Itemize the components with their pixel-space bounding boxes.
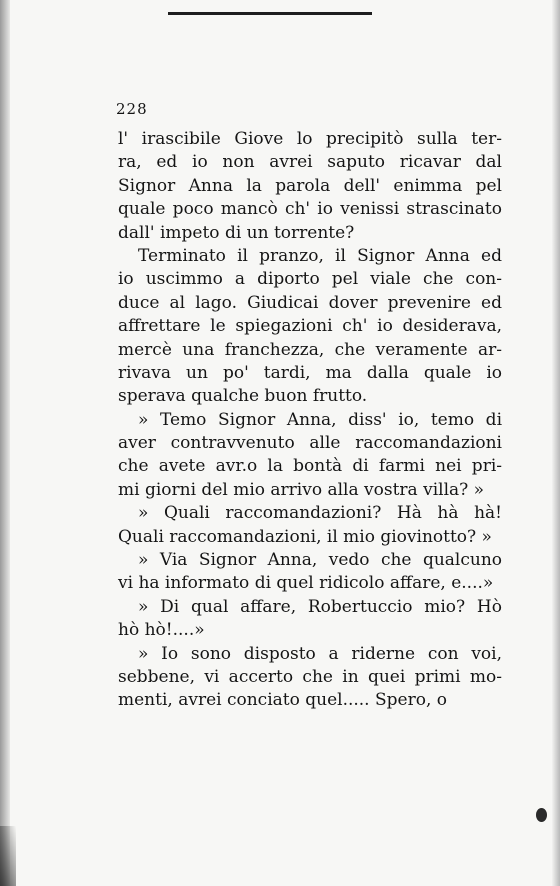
text-line: rivava un po' tardi, ma dalla quale io: [118, 362, 502, 383]
text-line: Signor Anna la parola dell' enimma pel: [118, 175, 502, 196]
text-line: ra, ed io non avrei saputo ricavar dal: [118, 152, 502, 173]
text-line: » Io sono disposto a riderne con voi,: [138, 643, 502, 664]
text-line: menti, avrei conciato quel..... Spero, o: [118, 690, 447, 711]
page-number: 228: [116, 100, 148, 118]
text-line: mi giorni del mio arrivo alla vostra villa? »: [118, 479, 485, 500]
header-rule: [168, 12, 372, 15]
text-line: mercè una franchezza, che veramente ar-: [118, 339, 502, 360]
paragraph: [118, 409, 502, 503]
text-line: » Di qual affare, Robertuccio mio? Hò: [138, 596, 502, 617]
text-line: vi ha informato di quel ridicolo affare, e....»: [118, 573, 494, 594]
text-line: » Temo Signor Anna, diss' io, temo di: [138, 409, 502, 430]
paragraph: [118, 502, 502, 549]
text-line: io uscimmo a diporto pel viale che con-: [118, 269, 502, 290]
paragraph: [118, 128, 502, 245]
text-line: hò hò!....»: [118, 620, 205, 641]
text-line: duce al lago. Giudicai dover prevenire ed: [118, 292, 502, 313]
text-line: » Quali raccomandazioni? Hà hà hà!: [138, 503, 502, 524]
paragraph: [118, 643, 502, 713]
text-line: » Via Signor Anna, vedo che qualcuno: [138, 550, 502, 571]
page-edge-shadow-right: [552, 0, 560, 886]
text-line: sperava qualche buon frutto.: [118, 386, 368, 407]
text-line: quale poco mancò ch' io venissi strascinato: [118, 199, 502, 220]
text-line: che avete avr.o la bontà di farmi nei pri-: [118, 456, 502, 477]
text-line: dall' impeto di un torrente?: [118, 222, 355, 243]
text-line: aver contravvenuto alle raccomandazioni: [118, 433, 502, 454]
body-text: [118, 128, 502, 713]
ink-blot: [536, 808, 547, 822]
page-edge-shadow: [0, 0, 10, 886]
paragraph: [118, 245, 502, 409]
text-line: sebbene, vi accerto che in quei primi mo-: [118, 666, 502, 687]
paragraph: [118, 596, 502, 643]
text-line: l' irascibile Giove lo precipitò sulla ter-: [118, 129, 502, 149]
text-line: affrettare le spiegazioni ch' io desiderava,: [118, 316, 502, 337]
paragraph: [118, 549, 502, 596]
text-line: Quali raccomandazioni, il mio giovinotto? »: [118, 526, 492, 547]
page-corner-shadow: [0, 826, 16, 886]
text-line: Terminato il pranzo, il Signor Anna ed: [138, 245, 502, 266]
